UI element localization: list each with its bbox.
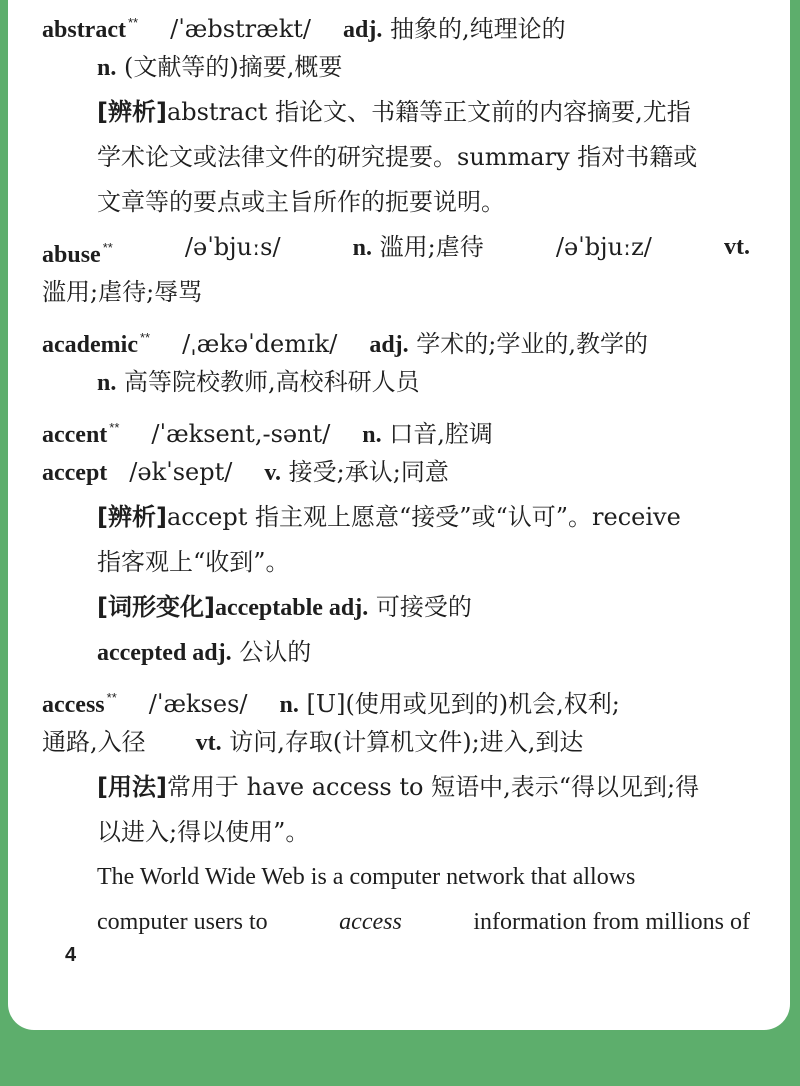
definition: 接受;承认;同意	[288, 458, 449, 486]
definition: 学术的;学业的,教学的	[416, 330, 649, 358]
definition: [U](使用或见到的)机会,权利;	[306, 690, 620, 718]
phonetic: /ˈækses/	[148, 690, 248, 718]
word-forms-tag: [词形变化]	[97, 593, 215, 621]
part-of-speech: n.	[362, 422, 382, 448]
part-of-speech: adj.	[342, 17, 383, 43]
entry-accent-headline	[42, 405, 750, 450]
entry-academic-headline	[42, 315, 750, 360]
example-sentence-line	[97, 855, 750, 900]
headword: accept	[42, 460, 108, 486]
word-forms-line	[97, 585, 750, 630]
entry-access-cont	[42, 720, 750, 765]
definition: 通路,入径	[42, 728, 146, 756]
definition: 滥用;虐待;辱骂	[42, 278, 203, 306]
entry-academic-noun	[97, 360, 750, 405]
part-of-speech: n.	[97, 55, 117, 81]
definition: 滥用;虐待	[379, 233, 484, 261]
analysis-line	[97, 495, 750, 540]
analysis-line	[97, 180, 750, 225]
word-forms-line	[97, 630, 750, 675]
usage-line	[97, 810, 750, 855]
analysis-text: accept 指主观上愿意“接受”或“认可”。receive	[166, 503, 681, 531]
usage-text: 常用于 have access to 短语中,表示“得以见到;得	[166, 773, 700, 801]
headword: abuse	[42, 242, 101, 268]
analysis-text: 学术论文或法律文件的研究提要。summary 指对书籍或	[97, 143, 698, 171]
analysis-line	[97, 540, 750, 585]
analysis-line	[97, 135, 750, 180]
analysis-tag: [辨析]	[97, 503, 167, 531]
example-text: computer users to	[97, 909, 268, 935]
analysis-text: abstract 指论文、书籍等正文前的内容摘要,尤指	[166, 98, 691, 126]
definition: 抽象的,纯理论的	[389, 15, 566, 43]
phonetic: /ˈæbstrækt/	[170, 15, 311, 43]
frequency-stars: **	[106, 690, 117, 705]
definition: 可接受的	[375, 593, 472, 621]
definition: 访问,存取(计算机文件);进入,到达	[229, 728, 584, 756]
phonetic: /ˌækəˈdemɪk/	[182, 330, 338, 358]
entry-accept-headline	[42, 450, 750, 495]
frequency-stars: **	[127, 15, 139, 30]
entry-abstract-noun	[97, 45, 750, 90]
phonetic: /əˈbjuːz/	[555, 233, 652, 261]
frequency-stars: **	[102, 240, 113, 255]
analysis-line	[97, 90, 750, 135]
analysis-text: 指客观上“收到”。	[97, 548, 290, 576]
derived-word: accepted adj.	[97, 640, 232, 666]
phonetic: /əˈbjuːs/	[184, 233, 281, 261]
definition: (文献等的)摘要,概要	[124, 53, 343, 81]
part-of-speech: vt.	[195, 730, 222, 756]
analysis-tag: [辨析]	[97, 98, 167, 126]
page-number: 4	[65, 944, 77, 966]
headword: academic	[42, 332, 138, 358]
phonetic: /ˈæksent,-sənt/	[151, 420, 331, 448]
analysis-text: 文章等的要点或主旨所作的扼要说明。	[97, 188, 505, 216]
phonetic: /əkˈsept/	[129, 458, 233, 486]
headword: accent	[42, 422, 108, 448]
part-of-speech: adj.	[369, 332, 409, 358]
part-of-speech: n.	[279, 692, 299, 718]
definition: 高等院校教师,高校科研人员	[124, 368, 420, 396]
entry-abstract-headline	[42, 0, 750, 45]
derived-word: acceptable adj.	[214, 595, 369, 621]
entry-abuse-verb	[42, 270, 750, 315]
headword: access	[42, 692, 105, 718]
part-of-speech: vt.	[723, 234, 750, 260]
example-text: information from millions of	[473, 909, 750, 935]
example-text: The World Wide Web is a computer network that allows	[97, 864, 636, 890]
entry-abuse-headline	[42, 225, 750, 270]
example-sentence-line	[97, 900, 750, 945]
frequency-stars: **	[139, 330, 151, 345]
entry-access-headline	[42, 675, 750, 720]
definition: 口音,腔调	[389, 420, 493, 448]
usage-line	[97, 765, 750, 810]
part-of-speech: n.	[352, 235, 373, 261]
frequency-stars: **	[109, 420, 120, 435]
headword: abstract	[42, 17, 126, 43]
usage-text: 以进入;得以使用”。	[97, 818, 310, 846]
definition: 公认的	[239, 638, 312, 666]
part-of-speech: n.	[97, 370, 117, 396]
example-keyword: access	[339, 909, 402, 935]
part-of-speech: v.	[264, 460, 282, 486]
dictionary-page	[8, 0, 790, 1030]
usage-tag: [用法]	[97, 773, 167, 801]
